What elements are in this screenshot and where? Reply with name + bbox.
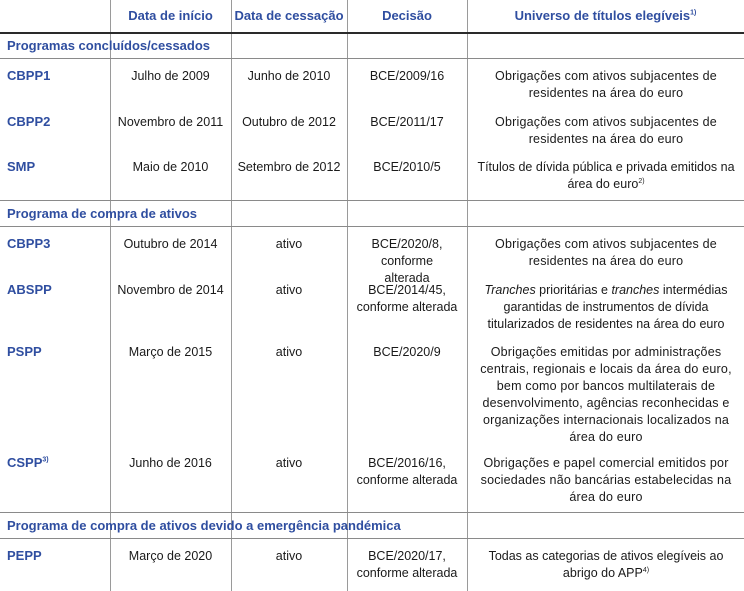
eligible-universe: Tranches prioritárias e tranches intermédias garantidas de instrumentos de dívida titularizados de residentes na área do euro — [484, 283, 728, 331]
header-end: Data de cessação — [234, 8, 344, 23]
eligible-universe: Obrigações e papel comercial emitidos por sociedades não bancárias estabelecidas na área do euro — [480, 456, 732, 504]
section-rule — [0, 200, 744, 201]
section-rule — [0, 226, 744, 227]
header-start: Data de início — [128, 8, 213, 23]
section-rule — [0, 512, 744, 513]
start-date: Março de 2015 — [128, 345, 213, 359]
program-name: PSPP — [7, 344, 42, 359]
program-name: ABSPP — [7, 282, 52, 297]
section-rule — [0, 58, 744, 59]
end-date: ativo — [275, 456, 303, 470]
eligible-universe: Todas as categorias de ativos elegíveis ao abrigo do APP$^{4)}$ — [488, 549, 724, 580]
end-date: Outubro de 2012 — [242, 115, 336, 129]
eligible-universe: Obrigações emitidas por administrações centrais, regionais e locais da área do euro, bem como por bancos multilaterais de desenvolvimento, agências reconhecidas e organizações internacionais localizados na área do euro — [480, 345, 732, 444]
col-divider — [467, 0, 468, 591]
eligible-universe: Obrigações com ativos subjacentes de residentes na área do euro — [495, 69, 717, 100]
header-rule — [0, 32, 744, 34]
start-date: Março de 2020 — [128, 549, 213, 563]
decision: BCE/2016/16, conforme alterada — [356, 456, 458, 487]
decision: BCE/2014/45, conforme alterada — [356, 283, 458, 314]
program-name: CBPP1 — [7, 68, 51, 83]
start-date: Novembro de 2011 — [117, 115, 224, 129]
decision: BCE/2011/17 — [370, 115, 444, 129]
program-name: SMP — [7, 159, 36, 174]
start-date: Novembro de 2014 — [117, 283, 224, 297]
section-title: Programa de compra de ativos — [7, 206, 198, 221]
start-date: Outubro de 2014 — [123, 237, 218, 251]
end-date: ativo — [275, 237, 303, 251]
program-name: CSPP$^{3)}$ — [7, 455, 49, 470]
program-name: CBPP2 — [7, 114, 51, 129]
start-date: Junho de 2016 — [129, 456, 212, 470]
end-date: Setembro de 2012 — [237, 160, 341, 174]
col-divider — [347, 0, 348, 591]
program-name: PEPP — [7, 548, 42, 563]
decision: BCE/2010/5 — [373, 160, 441, 174]
end-date: Junho de 2010 — [247, 69, 331, 83]
decision: BCE/2020/8, conforme alterada — [371, 237, 443, 285]
program-name: CBPP3 — [7, 236, 51, 251]
header-universe: Universo de títulos elegíveis$^{1)}$ — [514, 8, 697, 23]
start-date: Julho de 2009 — [131, 69, 210, 83]
end-date: ativo — [275, 549, 303, 563]
decision: BCE/2009/16 — [369, 69, 445, 83]
decision: BCE/2020/17, conforme alterada — [356, 549, 458, 580]
decision: BCE/2020/9 — [373, 345, 441, 359]
section-title: Programas concluídos/cessados — [7, 38, 211, 53]
section-title: Programa de compra de ativos devido a emergência pandémica — [7, 518, 401, 533]
eligible-universe: Títulos de dívida pública e privada emitidos na área do euro$^{2)}$ — [477, 160, 735, 191]
start-date: Maio de 2010 — [132, 160, 209, 174]
header-decision: Decisão — [382, 8, 432, 23]
section-rule — [0, 538, 744, 539]
eligible-universe: Obrigações com ativos subjacentes de residentes na área do euro — [495, 237, 717, 268]
end-date: ativo — [275, 283, 303, 297]
table-header — [0, 0, 744, 33]
end-date: ativo — [275, 345, 303, 359]
eligible-universe: Obrigações com ativos subjacentes de residentes na área do euro — [495, 115, 717, 146]
